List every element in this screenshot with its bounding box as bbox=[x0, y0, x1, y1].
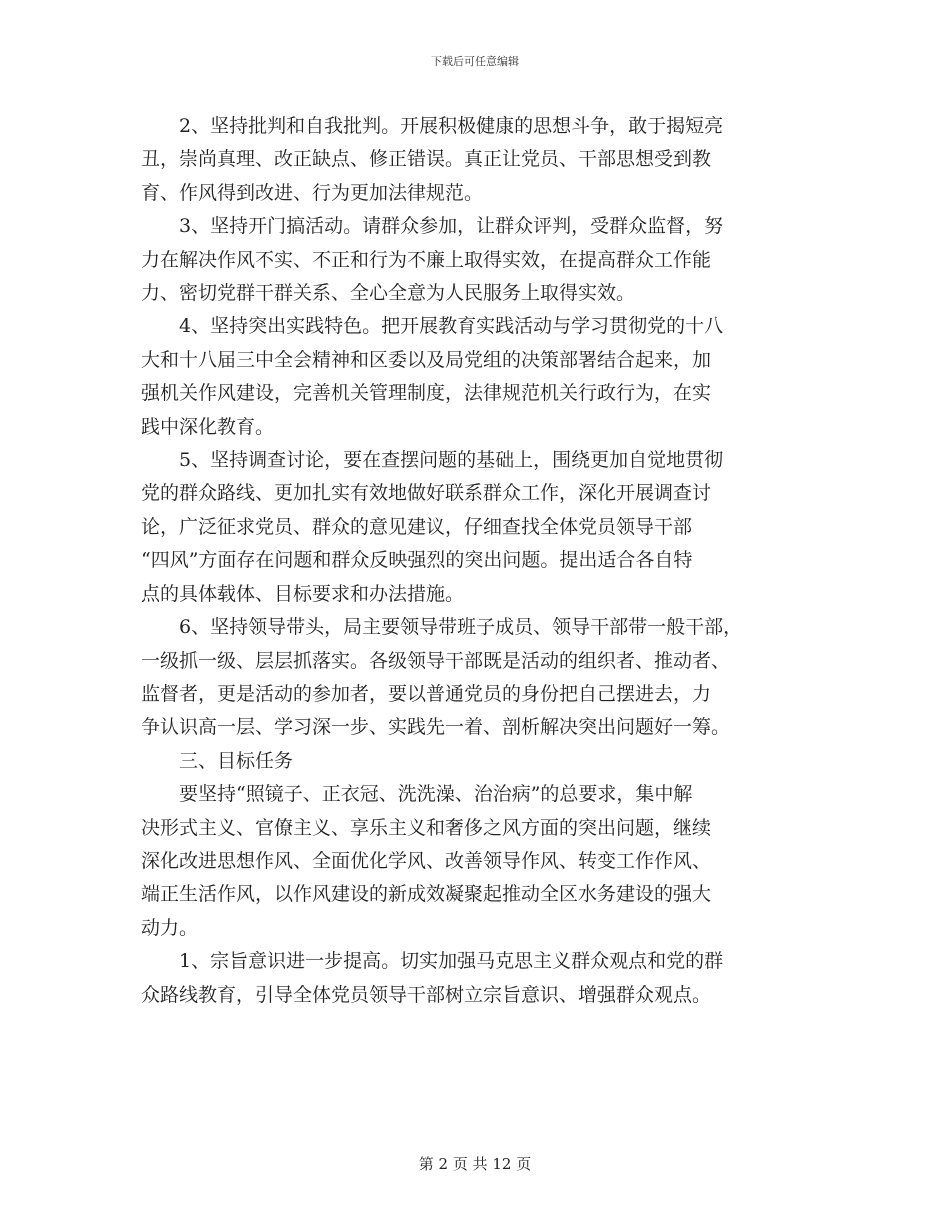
paragraph-line: 4、坚持突出实践特色。把开展教育实践活动与学习贯彻党的十八 bbox=[179, 315, 724, 338]
paragraph-line: 5、坚持调查讨论，要在查摆问题的基础上，围绕更加自觉地贯彻 bbox=[179, 449, 724, 472]
paragraph-line: 要坚持“照镜子、正衣冠、洗洗澡、治治病”的总要求，集中解 bbox=[179, 783, 693, 806]
paragraph-line: “四风”方面存在问题和群众反映强烈的突出问题。提出适合各自特 bbox=[141, 549, 693, 572]
paragraph-line: 论，广泛征求党员、群众的意见建议，仔细查找全体党员领导干部 bbox=[141, 515, 693, 538]
page-header: 下载后可任意编辑 bbox=[431, 55, 519, 68]
section-heading: 三、目标任务 bbox=[179, 749, 294, 772]
paragraph-line: 大和十八届三中全会精神和区委以及局党组的决策部署结合起来，加 bbox=[141, 348, 712, 371]
paragraph-line: 党的群众路线、更加扎实有效地做好联系群众工作，深化开展调查讨 bbox=[141, 482, 712, 505]
paragraph-line: 动力。 bbox=[141, 916, 199, 939]
body-text bbox=[141, 110, 821, 1012]
paragraph-line: 2、坚持批判和自我批判。开展积极健康的思想斗争，敢于揭短亮 bbox=[179, 115, 724, 137]
paragraph-line: 强机关作风建设，完善机关管理制度，法律规范机关行政行为，在实 bbox=[141, 382, 712, 405]
paragraph-line: 争认识高一层、学习深一步、实践先一着、剖析解决突出问题好一筹。 bbox=[141, 716, 731, 739]
paragraph-line: 3、坚持开门搞活动。请群众参加，让群众评判，受群众监督，努 bbox=[179, 215, 724, 238]
paragraph-line: 决形式主义、官僚主义、享乐主义和奢侈之风方面的突出问题，继续 bbox=[141, 816, 712, 839]
paragraph-line: 丑，崇尚真理、改正缺点、修正错误。真正让党员、干部思想受到教 bbox=[141, 148, 712, 171]
paragraph-line: 端正生活作风，以作风建设的新成效凝聚起推动全区水务建设的强大 bbox=[141, 883, 712, 906]
paragraph-line: 一级抓一级、层层抓落实。各级领导干部既是活动的组织者、推动者、 bbox=[141, 649, 731, 672]
paragraph-line: 6、坚持领导带头，局主要领导带班子成员、领导干部带一般干部， bbox=[179, 616, 743, 639]
paragraph-line: 点的具体载体、目标要求和办法措施。 bbox=[141, 582, 465, 605]
paragraph-line: 深化改进思想作风、全面优化学风、改善领导作风、转变工作作风、 bbox=[141, 849, 712, 872]
paragraph-line: 力在解决作风不实、不正和行为不廉上取得实效，在提高群众工作能 bbox=[141, 248, 712, 271]
paragraph-line: 监督者，更是活动的参加者，要以普通党员的身份把自己摆进去，力 bbox=[141, 682, 712, 705]
paragraph-line: 众路线教育，引导全体党员领导干部树立宗旨意识、增强群众观点。 bbox=[141, 983, 712, 1006]
page-footer: 第 2 页 共 12 页 bbox=[418, 1155, 532, 1173]
paragraph-line: 力、密切党群干群关系、全心全意为人民服务上取得实效。 bbox=[141, 282, 636, 305]
paragraph-line: 育、作风得到改进、行为更加法律规范。 bbox=[141, 181, 484, 204]
paragraph-line: 1、宗旨意识进一步提高。切实加强马克思主义群众观点和党的群 bbox=[179, 950, 724, 973]
paragraph-line: 践中深化教育。 bbox=[141, 415, 275, 438]
